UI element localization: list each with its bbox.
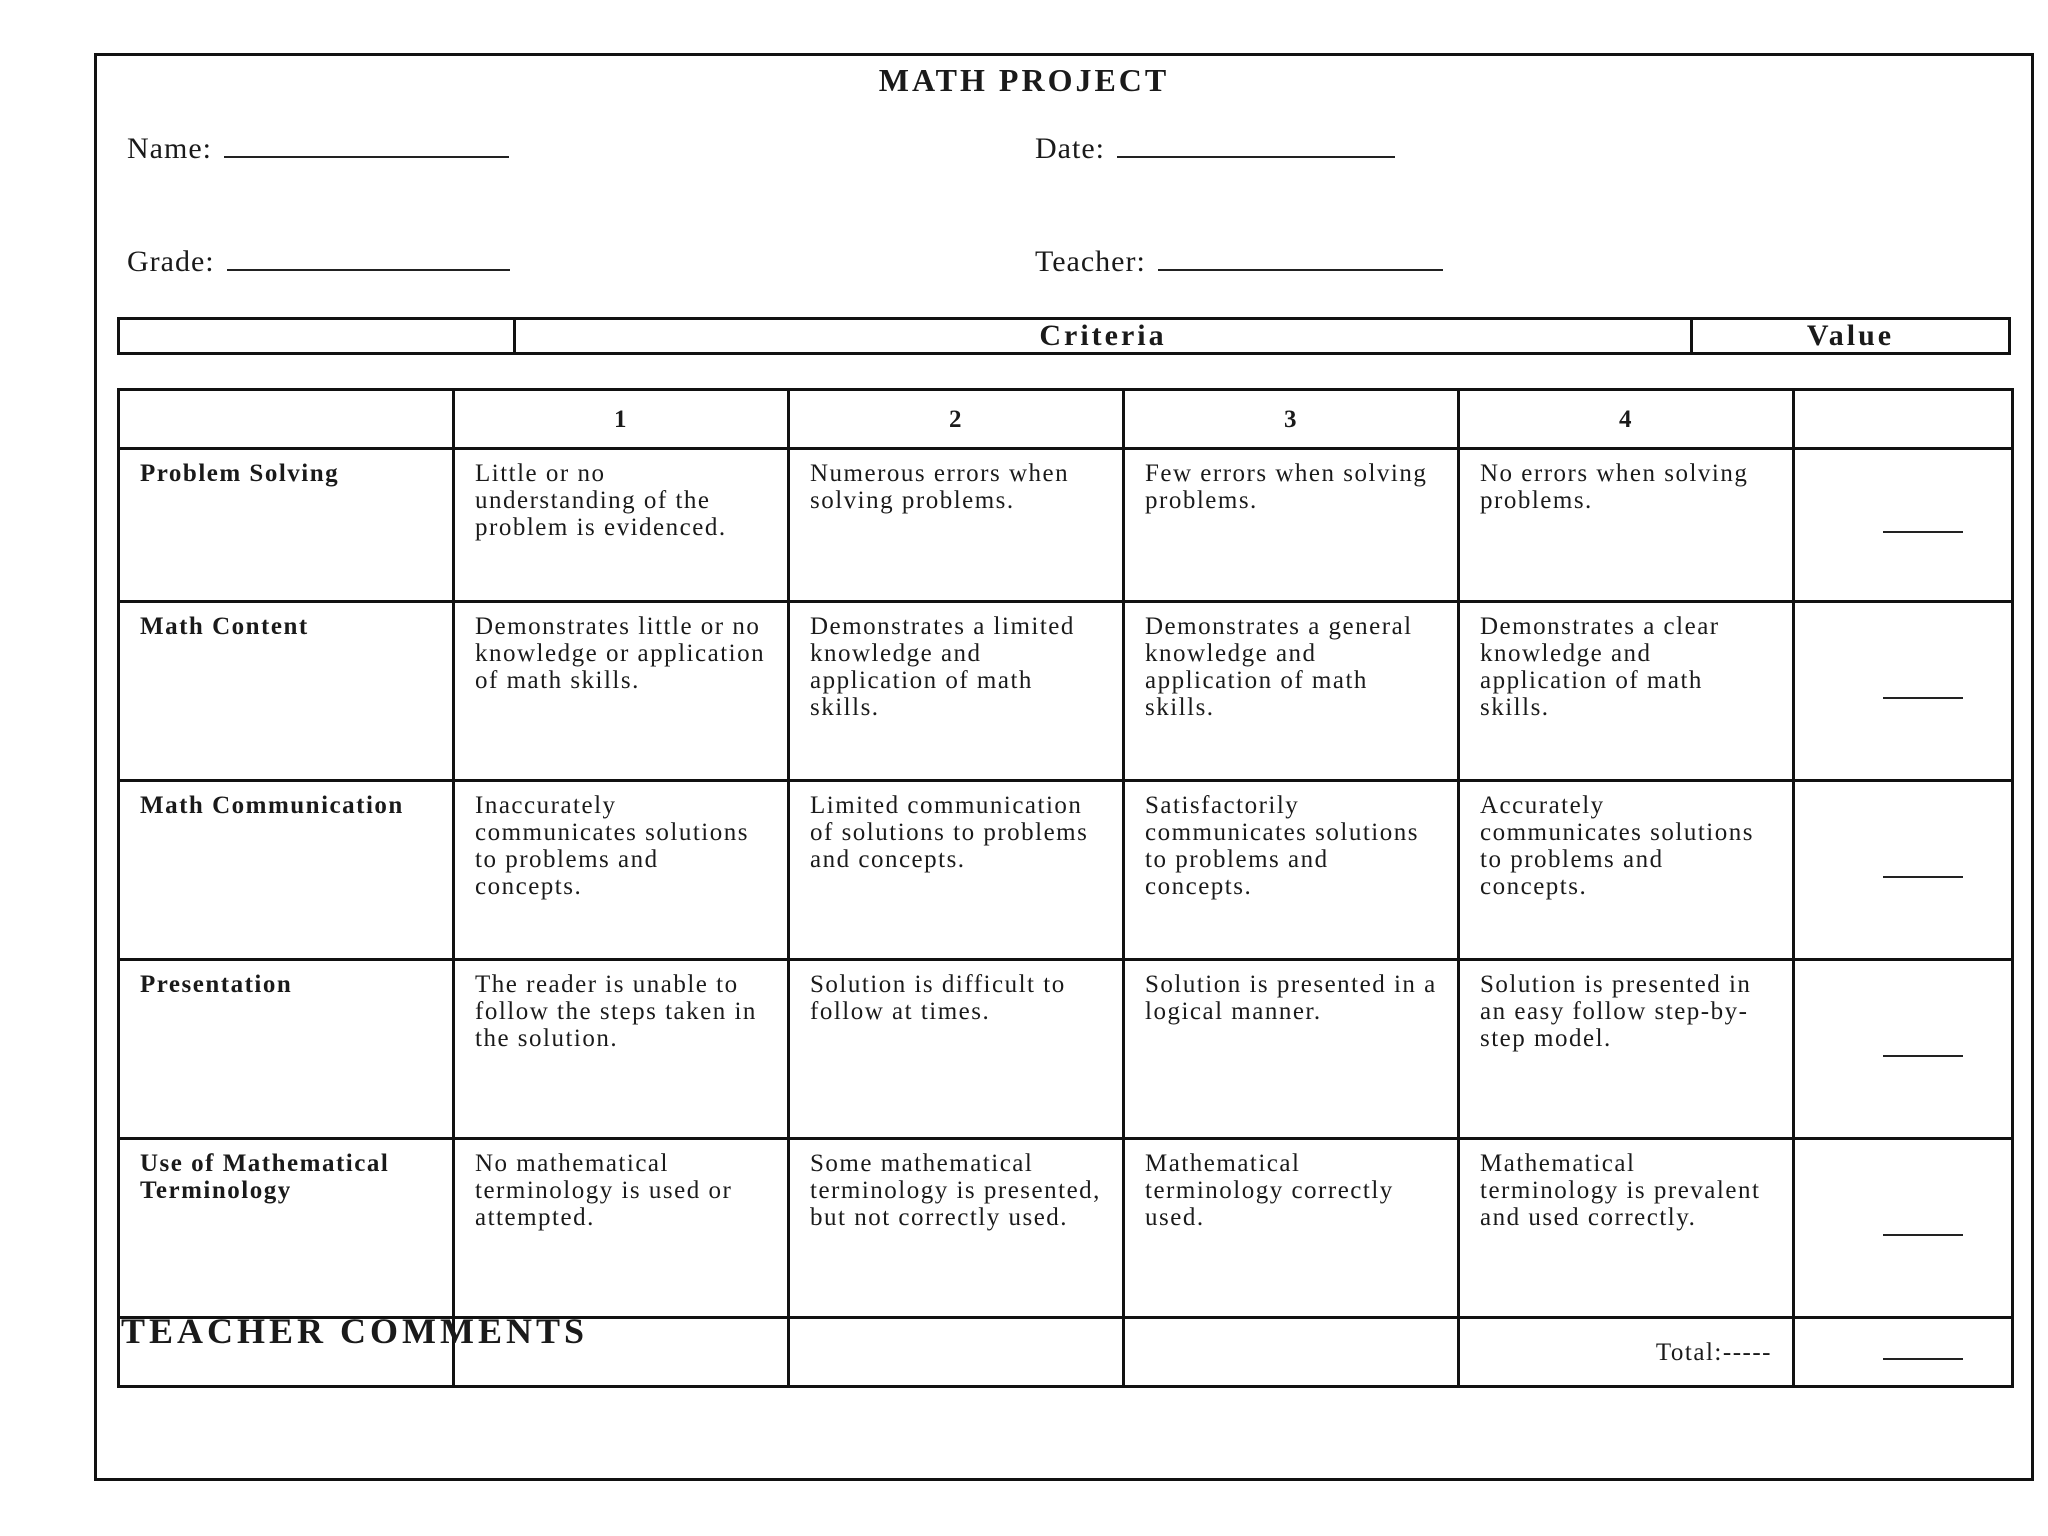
rubric-cell: No errors when solving problems. (1459, 449, 1794, 602)
value-cell (1794, 781, 2013, 960)
row-category: Math Content (119, 602, 454, 781)
rubric-cell: No mathematical terminology is used or attempted. (454, 1139, 789, 1318)
rubric-cell: Numerous errors when solving problems. (789, 449, 1124, 602)
total-label: Total:----- (1459, 1318, 1794, 1387)
rubric-cell: Demonstrates a clear knowledge and application of math skills. (1459, 602, 1794, 781)
value-cell (1794, 449, 2013, 602)
score-blank-line[interactable] (1883, 874, 1963, 878)
rubric-cell: Solution is presented in an easy follow step-by-step model. (1459, 960, 1794, 1139)
grade-field (127, 245, 510, 279)
name-blank-line[interactable] (224, 132, 509, 158)
date-label: Date: (1035, 132, 1105, 165)
table-row (119, 602, 2013, 781)
date-blank-line[interactable] (1117, 132, 1395, 158)
score-blank-line[interactable] (1883, 695, 1963, 699)
value-cell (1794, 602, 2013, 781)
teacher-blank-line[interactable] (1158, 245, 1443, 271)
name-field (127, 132, 509, 166)
teacher-field (1035, 245, 1443, 279)
category-header-cell (119, 390, 454, 449)
total-blank-line[interactable] (1883, 1356, 1963, 1360)
rubric-cell: Limited communication of solutions to problems and concepts. (789, 781, 1124, 960)
value-cell (1794, 960, 2013, 1139)
level-header-4: 4 (1459, 390, 1794, 449)
table-row (119, 449, 2013, 602)
teacher-label: Teacher: (1035, 245, 1146, 278)
table-header-row (119, 390, 2013, 449)
document-title: MATH PROJECT (878, 62, 1170, 98)
rubric-cell: Inaccurately communicates solutions to problems and concepts. (454, 781, 789, 960)
rubric-cell: Solution is difficult to follow at times. (789, 960, 1124, 1139)
rubric-cell: Demonstrates a general knowledge and application of math skills. (1124, 602, 1459, 781)
score-blank-line[interactable] (1883, 1053, 1963, 1057)
rubric-cell: Some mathematical terminology is presented, but not correctly used. (789, 1139, 1124, 1318)
criteria-header-bar (117, 317, 2011, 355)
grade-label: Grade: (127, 245, 215, 278)
date-field (1035, 132, 1395, 166)
criteria-header: Criteria (516, 320, 1693, 352)
rubric-cell: Accurately communicates solutions to problems and concepts. (1459, 781, 1794, 960)
value-header: Value (1806, 319, 1895, 352)
table-row (119, 1139, 2013, 1318)
table-row (119, 960, 2013, 1139)
rubric-cell: Mathematical terminology correctly used. (1124, 1139, 1459, 1318)
value-header-cell (1794, 390, 2013, 449)
header-blank-cell (120, 320, 516, 352)
score-blank-line[interactable] (1883, 1232, 1963, 1236)
rubric-cell: Solution is presented in a logical manner. (1124, 960, 1459, 1139)
rubric-cell: Mathematical terminology is prevalent and used correctly. (1459, 1139, 1794, 1318)
row-category: Math Communication (119, 781, 454, 960)
rubric-cell: Little or no understanding of the problem is evidenced. (454, 449, 789, 602)
rubric-cell: Satisfactorily communicates solutions to problems and concepts. (1124, 781, 1459, 960)
level-header-2: 2 (789, 390, 1124, 449)
rubric-cell: The reader is unable to follow the steps taken in the solution. (454, 960, 789, 1139)
rubric-cell: Demonstrates little or no knowledge or application of math skills. (454, 602, 789, 781)
empty-cell (1124, 1318, 1459, 1387)
table-row (119, 781, 2013, 960)
rubric-cell: Demonstrates a limited knowledge and application of math skills. (789, 602, 1124, 781)
rubric-table (117, 388, 2014, 1388)
level-header-1: 1 (454, 390, 789, 449)
name-label: Name: (127, 132, 212, 165)
rubric-cell: Few errors when solving problems. (1124, 449, 1459, 602)
level-header-3: 3 (1124, 390, 1459, 449)
row-category: Problem Solving (119, 449, 454, 602)
empty-cell (789, 1318, 1124, 1387)
row-category: Presentation (119, 960, 454, 1139)
value-cell (1794, 1139, 2013, 1318)
score-blank-line[interactable] (1883, 529, 1963, 533)
total-value-cell (1794, 1318, 2013, 1387)
teacher-comments-heading: TEACHER COMMENTS (121, 1311, 589, 1351)
row-category: Use of Mathematical Terminology (119, 1139, 454, 1318)
grade-blank-line[interactable] (227, 245, 510, 271)
